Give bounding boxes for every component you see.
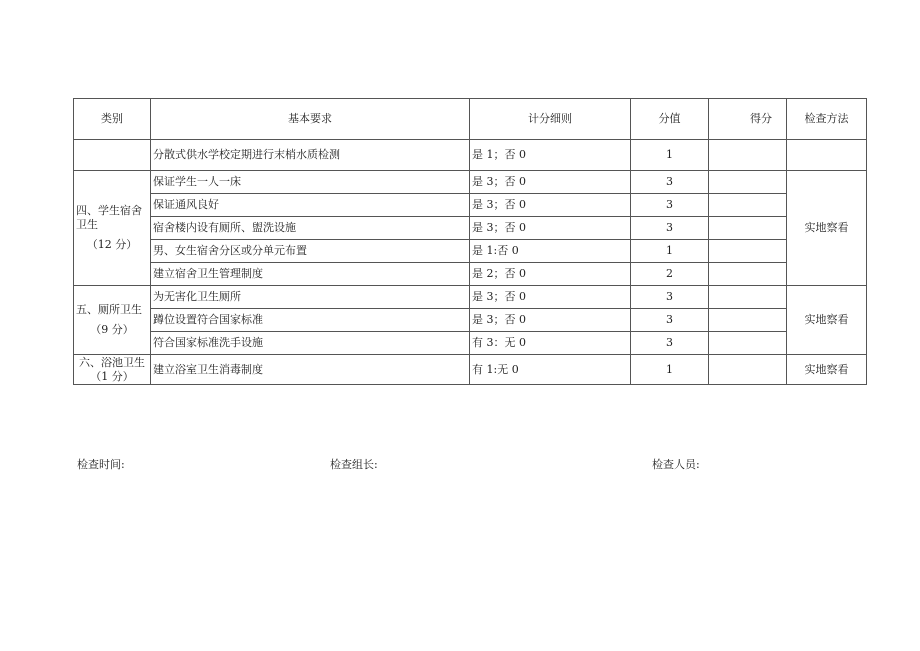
rule-cell: 是 2；否 0 bbox=[470, 263, 631, 286]
requirement-cell: 符合国家标准洗手设施 bbox=[151, 332, 470, 355]
table-row bbox=[74, 286, 867, 309]
requirement-cell: 为无害化卫生厕所 bbox=[151, 286, 470, 309]
table-row bbox=[74, 263, 867, 286]
category-name: 六、浴池卫生 bbox=[79, 355, 145, 369]
method-cell: 实地察看 bbox=[787, 286, 867, 355]
score-cell[interactable] bbox=[709, 286, 787, 309]
header-rule: 计分细则 bbox=[470, 99, 631, 140]
points-cell: 2 bbox=[631, 263, 709, 286]
table-row bbox=[74, 140, 867, 171]
rule-cell: 是 1；否 0 bbox=[470, 140, 631, 171]
category-score: （9 分） bbox=[90, 323, 134, 336]
requirement-cell: 男、女生宿舍分区或分单元布置 bbox=[151, 240, 470, 263]
table-row bbox=[74, 194, 867, 217]
points-cell: 3 bbox=[631, 217, 709, 240]
signature-footer bbox=[0, 456, 920, 472]
rule-cell: 是 3；否 0 bbox=[470, 171, 631, 194]
points-cell: 1 bbox=[631, 140, 709, 171]
category-dorm bbox=[74, 171, 151, 286]
requirement-cell: 建立宿舍卫生管理制度 bbox=[151, 263, 470, 286]
table-row bbox=[74, 309, 867, 332]
score-cell[interactable] bbox=[709, 140, 787, 171]
inspection-time-label: 检查时间: bbox=[77, 458, 125, 471]
score-cell[interactable] bbox=[709, 263, 787, 286]
points-cell: 1 bbox=[631, 355, 709, 385]
requirement-cell: 蹲位设置符合国家标准 bbox=[151, 309, 470, 332]
inspection-table bbox=[73, 98, 867, 385]
points-cell: 3 bbox=[631, 194, 709, 217]
rule-cell: 是 3；否 0 bbox=[470, 194, 631, 217]
inspectors-label: 检查人员: bbox=[652, 458, 700, 471]
requirement-cell: 保证学生一人一床 bbox=[151, 171, 470, 194]
header-method: 检查方法 bbox=[787, 99, 867, 140]
category-toilet bbox=[74, 286, 151, 355]
header-score: 得分 bbox=[709, 99, 787, 140]
points-cell: 3 bbox=[631, 309, 709, 332]
score-cell[interactable] bbox=[709, 332, 787, 355]
rule-cell: 有 1:无 0 bbox=[470, 355, 631, 385]
table-row bbox=[74, 332, 867, 355]
score-cell[interactable] bbox=[709, 240, 787, 263]
score-cell[interactable] bbox=[709, 355, 787, 385]
requirement-cell: 宿舍楼内设有厕所、盥洗设施 bbox=[151, 217, 470, 240]
header-points: 分值 bbox=[631, 99, 709, 140]
method-cell: 实地察看 bbox=[787, 171, 867, 286]
category-name: 四、学生宿舍卫生 bbox=[76, 204, 142, 231]
points-cell: 3 bbox=[631, 332, 709, 355]
header-category: 类别 bbox=[74, 99, 151, 140]
rule-cell: 是 3；否 0 bbox=[470, 309, 631, 332]
method-cell: 实地察看 bbox=[787, 355, 867, 385]
table-row bbox=[74, 171, 867, 194]
points-cell: 1 bbox=[631, 240, 709, 263]
header-requirement: 基本要求 bbox=[151, 99, 470, 140]
table-row bbox=[74, 240, 867, 263]
table-row bbox=[74, 355, 867, 385]
category-score: （12 分） bbox=[86, 238, 138, 251]
category-cell bbox=[74, 140, 151, 171]
category-name: 五、厕所卫生 bbox=[76, 303, 142, 316]
rule-cell: 是 1:否 0 bbox=[470, 240, 631, 263]
score-cell[interactable] bbox=[709, 217, 787, 240]
method-cell bbox=[787, 140, 867, 171]
score-cell[interactable] bbox=[709, 309, 787, 332]
requirement-cell: 保证通风良好 bbox=[151, 194, 470, 217]
requirement-cell: 建立浴室卫生消毒制度 bbox=[151, 355, 470, 385]
team-leader-label: 检查组长: bbox=[330, 458, 378, 471]
category-bath bbox=[74, 355, 151, 385]
requirement-cell: 分散式供水学校定期进行末梢水质检测 bbox=[151, 140, 470, 171]
score-cell[interactable] bbox=[709, 194, 787, 217]
category-score: （1 分） bbox=[90, 369, 134, 383]
table-header-row bbox=[74, 99, 867, 140]
score-cell[interactable] bbox=[709, 171, 787, 194]
rule-cell: 是 3；否 0 bbox=[470, 217, 631, 240]
points-cell: 3 bbox=[631, 286, 709, 309]
points-cell: 3 bbox=[631, 171, 709, 194]
rule-cell: 是 3；否 0 bbox=[470, 286, 631, 309]
rule-cell: 有 3：无 0 bbox=[470, 332, 631, 355]
table-row bbox=[74, 217, 867, 240]
